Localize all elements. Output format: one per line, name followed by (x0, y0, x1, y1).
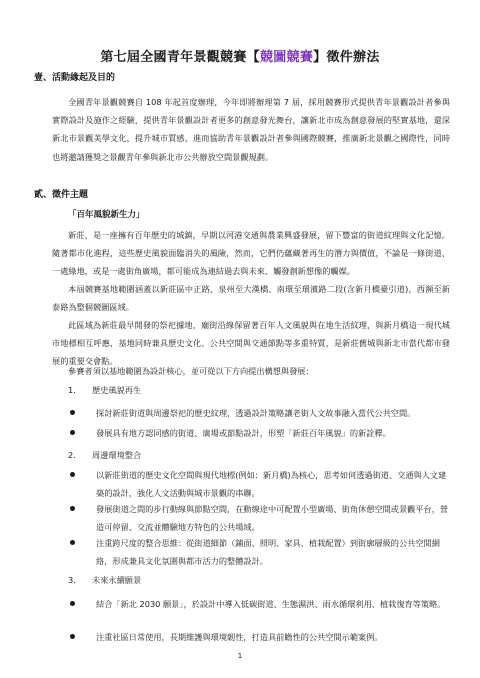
bullet-dot-icon (70, 410, 75, 415)
bullet-text: 以新莊街道的歷史文化空間與現代地標(例如：新月橋)為核心，思考如何透過街道、交通與人文建築的設計，強化人文活動與城市景觀的串聯。 (96, 470, 447, 499)
bullet-item (96, 424, 450, 442)
purpose-paragraph (52, 93, 450, 175)
theme-text-2: 本屆競賽基地範圍涵蓋以新莊區中正路、泉州至大漢橋、南環至環濱路二段(含新月橋臺引道)，西瀕至新泰路為整個競圖區域。 (52, 284, 450, 313)
bullet-text: 發展街道之間的步行動線與節點空間，在動線途中可配置小型廣場、街角休憩空間或景觀平台，營造可停留、交流並體驗地方特色的公共場域。 (96, 504, 449, 533)
bullet-dot-icon (70, 540, 75, 545)
theme-paragraph-1 (52, 226, 450, 281)
bullet-item (96, 466, 450, 502)
bullet-item (96, 500, 450, 536)
bullet-dot-icon (70, 430, 75, 435)
section-heading-purpose: 壹、活動緣起及目的 (34, 73, 116, 83)
item-number: 2. (68, 450, 76, 460)
bullet-dot-icon (70, 472, 75, 477)
item-number: 1. (68, 385, 76, 395)
theme-text-3: 此區域為新莊最早開發的祭祀據地，廟街沿線保留著百年人文風貌與在地生活紋理，與新月橋這一現代城市地標相互呼應，基地同時兼具歷史文化、公共空間與交通節點等多重特質，是新莊舊城與新北市當代都市發展的重要交會點。 (52, 320, 450, 367)
bullet-text: 探討新莊街道與周邊祭祀的歷史紋理，透過設計策略讓老街人文故事融入當代公共空間。 (96, 408, 416, 418)
bullet-dot-icon (70, 601, 75, 606)
numbered-item-2 (68, 448, 141, 462)
bullet-text: 注重社區日常使用，長期維護與環境韌性，打造具前瞻性的公共空間示範案例。 (96, 632, 383, 642)
title-suffix: 】徵件辦法 (313, 50, 380, 65)
theme-paragraph-4 (52, 362, 450, 380)
item-number: 3. (68, 575, 76, 585)
theme-paragraph-2 (52, 280, 450, 316)
bullet-item (96, 404, 450, 422)
item-label: 未來永續願景 (92, 575, 142, 585)
bullet-item (96, 595, 450, 613)
item-label: 周邊環境整合 (92, 450, 142, 460)
bullet-item (96, 628, 450, 646)
bullet-text: 發展具有地方認同感的街道、廣場或節點設計，形塑「新莊百年風貌」的新詮釋。 (96, 428, 391, 438)
section-heading-theme: 貳、徵件主題 (34, 190, 89, 200)
item-label: 歷史風貌再生 (92, 385, 142, 395)
bullet-text: 結合「新北 2030 願景」，於設計中導入低碳街道、生態濕洪、雨水循環利用、植栽復育等策略。 (96, 599, 446, 609)
bullet-dot-icon (70, 506, 75, 511)
title-highlight: 競圖競賽 (259, 50, 314, 65)
theme-text-4: 參賽者須以基地範圍為設計核心，並可從以下方向提出構想與發展： (68, 366, 314, 376)
bullet-text: 注重跨尺度的整合思維：從街道細節（鋪面、照明、家具、植栽配置）到街廓層級的公共空間網絡，形成兼具文化氛圍與都市活力的整體設計。 (96, 538, 440, 567)
theme-subheading: 「百年風貌新生力」 (68, 210, 145, 220)
bullet-dot-icon (70, 634, 75, 639)
page-number: 1 (237, 652, 243, 660)
numbered-item-3 (68, 573, 141, 587)
bullet-item (96, 534, 450, 570)
page-title (0, 46, 480, 65)
purpose-text: 全國青年景觀競賽自 108 年起首度辦理，今年即將辦理第 7 屆，採用競賽形式提供青年景觀設計者參與實際設計及施作之經驗，提供青年景觀設計者更多的創意發光舞台，讓新北市成為創意發展的堅實基地，還深新北市景觀美學文化，提升城市質感，進而協助青年景觀設計者參與國際競賽，推廣新北景觀之國際性，同時也將邀請獲獎之景觀青年參與新北市公共辦放空間景觀規劃。 (52, 97, 450, 162)
theme-text-1: 新莊，是一座擁有百年歷史的城鎮，早期以河港交通與農業興盛發展，留下豐富的街道紋理與文化記憶。隨著都市化進程，這些歷史風貌面臨消失的風險，然而，它們仍蘊藏著再生的潛力與價值，不論是一條街道、一處綠地，或是一處街角廣場，都可能成為連結過去與未來、觸發創新想像的觸媒。 (52, 230, 450, 277)
title-prefix: 第七屆全國青年景觀競賽【 (100, 50, 260, 65)
numbered-item-1 (68, 383, 141, 397)
